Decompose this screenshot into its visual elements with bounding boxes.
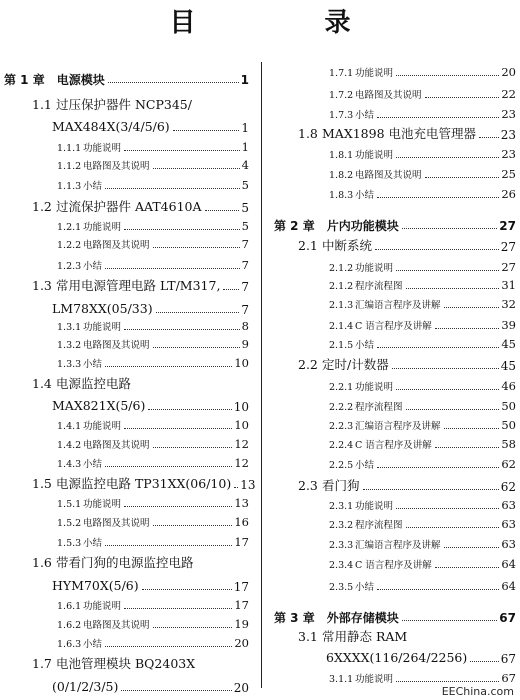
entry-title: C 语言程序及讲解 (355, 440, 432, 451)
toc-entry-chapter[interactable] (274, 612, 516, 624)
toc-entry-sub[interactable] (329, 339, 516, 351)
entry-number: 1.2 (32, 199, 52, 214)
entry-number: 2.3.5 (329, 582, 354, 593)
toc-entry-sub[interactable] (329, 320, 516, 332)
page-number: 27 (501, 260, 516, 274)
page-number: 16 (234, 515, 249, 529)
toc-entry-sub[interactable] (329, 673, 516, 685)
toc-entry-section[interactable] (32, 476, 256, 492)
entry-number: 1.1 (32, 97, 52, 112)
dot-leader (124, 428, 232, 429)
dot-leader (105, 545, 232, 546)
toc-entry-cont[interactable] (52, 303, 249, 316)
entry-number: 1.8.1 (329, 150, 354, 161)
toc-entry-sub[interactable] (329, 189, 516, 201)
toc-entry-sub[interactable] (57, 619, 249, 631)
dot-leader (223, 289, 239, 290)
entry-number: 3.1 (298, 629, 318, 644)
entry-title: 过压保护器件 NCP345/ (56, 97, 192, 112)
page-number: 23 (500, 127, 516, 142)
page-number: 7 (241, 302, 249, 317)
page-number: 26 (501, 187, 516, 201)
page-number: 8 (241, 319, 249, 333)
entry-title: LM78XX(05/33) (52, 301, 153, 316)
toc-entry-section (32, 658, 195, 671)
page-title: 目 录 (169, 8, 411, 38)
page-number: 20 (233, 680, 249, 695)
entry-title: MAX484X(3/4/5/6) (52, 119, 170, 134)
page-number: 63 (501, 537, 516, 551)
page-number: 27 (499, 219, 516, 233)
entry-number: 1.7.3 (329, 110, 354, 121)
dot-leader (406, 527, 500, 528)
entry-title: C 语言程序及讲解 (355, 560, 432, 571)
toc-entry-section (32, 378, 131, 391)
entry-title: 小结 (83, 639, 103, 650)
toc-entry-sub[interactable] (57, 239, 249, 251)
dot-leader (444, 547, 500, 548)
toc-entry-sub[interactable] (329, 109, 516, 121)
toc-entry-cont[interactable] (326, 652, 516, 665)
toc-entry-sub[interactable] (57, 638, 249, 650)
entry-title: 程序流程图 (355, 281, 403, 292)
dot-leader (205, 210, 240, 211)
entry-title: 小结 (355, 110, 375, 121)
entry-title: 功能说明 (355, 150, 394, 161)
entry-title: (0/1/2/3/5) (52, 679, 119, 694)
entry-number: 1.6.1 (57, 601, 82, 612)
toc-entry-sub[interactable] (57, 142, 249, 154)
entry-title: MAX1898 电池充电管理器 (322, 126, 477, 141)
toc-entry-cont[interactable] (52, 121, 249, 134)
toc-entry-section[interactable] (298, 128, 516, 141)
entry-number: 2.3.2 (329, 520, 354, 531)
page-number: 1 (241, 140, 249, 154)
entry-number: 1.5.3 (57, 538, 82, 549)
entry-title: 电路图及其说明 (83, 440, 150, 451)
page-number: 7 (241, 279, 249, 294)
entry-title: HYM70X(5/6) (52, 578, 139, 593)
entry-number: 第 1 章 (4, 73, 45, 87)
toc-entry-sub[interactable] (329, 539, 516, 551)
dot-leader (121, 690, 231, 691)
toc-entry-sub[interactable] (57, 180, 249, 192)
column-divider (261, 62, 262, 688)
entry-number: 1.4.2 (57, 440, 82, 451)
dot-leader (444, 307, 500, 308)
page-number: 64 (501, 557, 516, 571)
toc-entry-section[interactable] (298, 480, 516, 493)
entry-title: 看门狗 (322, 478, 360, 493)
dot-leader (396, 270, 499, 271)
toc-entry-sub[interactable] (57, 498, 249, 510)
entry-title: 小结 (355, 582, 375, 593)
entry-title: 小结 (83, 359, 103, 370)
toc-entry-sub[interactable] (329, 149, 516, 161)
toc-entry-sub[interactable] (57, 260, 249, 272)
dot-leader (124, 329, 240, 330)
page-number: 23 (501, 107, 516, 121)
page-number: 10 (233, 399, 249, 414)
entry-title: 过流保护器件 AAT4610A (56, 199, 202, 214)
page-number: 64 (501, 579, 516, 593)
dot-leader (377, 347, 499, 348)
dot-leader (435, 328, 500, 329)
entry-title: 常用电源管理电路 LT/M317, (56, 278, 221, 293)
entry-title: 电路图及其说明 (83, 340, 150, 351)
entry-title: 功能说明 (83, 421, 122, 432)
dot-leader (153, 525, 233, 526)
toc-entry-sub[interactable] (329, 401, 516, 413)
dot-leader (396, 75, 499, 76)
dot-leader (425, 97, 500, 98)
entry-number: 1.6.2 (57, 620, 82, 631)
toc-entry-sub[interactable] (57, 517, 249, 529)
entry-number: 2.3.1 (329, 501, 354, 512)
dot-leader (124, 229, 240, 230)
entry-number: 2.2.3 (329, 421, 354, 432)
entry-title: 汇编语言程序及讲解 (355, 540, 441, 551)
entry-number: 2.2.4 (329, 440, 354, 451)
dot-leader (153, 627, 233, 628)
page-number: 67 (501, 671, 516, 685)
dot-leader (377, 589, 499, 590)
entry-title: 常用静态 RAM (322, 629, 408, 644)
entry-title: 电源模块 (56, 73, 105, 87)
entry-number: 1.3.1 (57, 322, 82, 333)
toc-entry-sub[interactable] (57, 321, 249, 333)
dot-leader (396, 157, 499, 158)
page-number: 10 (234, 356, 249, 370)
entry-title: 电路图及其说明 (355, 170, 422, 181)
entry-title: 程序流程图 (355, 520, 403, 531)
toc-entry-sub[interactable] (57, 420, 249, 432)
dot-leader (153, 168, 240, 169)
entry-number: 1.8.3 (329, 190, 354, 201)
entry-number: 2.3 (298, 478, 318, 493)
dot-leader (479, 137, 499, 138)
entry-number: 2.1.2 (329, 263, 354, 274)
toc-entry-sub[interactable] (329, 559, 516, 571)
entry-title: 功能说明 (83, 601, 122, 612)
dot-leader (124, 506, 232, 507)
entry-number: 1.1.2 (57, 161, 82, 172)
dot-leader (402, 228, 498, 229)
entry-number: 1.7 (32, 656, 52, 671)
toc-entry-sub[interactable] (57, 221, 249, 233)
page-number: 39 (501, 318, 516, 332)
page-number: 45 (501, 337, 516, 351)
dot-leader (375, 249, 499, 250)
entry-number: 2.1.5 (329, 340, 354, 351)
page-number: 67 (500, 651, 516, 666)
entry-number: 1.6 (32, 555, 52, 570)
entry-title: 小结 (355, 190, 375, 201)
dot-leader (396, 508, 499, 509)
entry-number: 1.5 (32, 476, 52, 491)
entry-title: 小结 (355, 460, 375, 471)
entry-title: C 语言程序及讲解 (355, 321, 432, 332)
entry-number: 2.2.5 (329, 460, 354, 471)
page-number: 13 (234, 496, 249, 510)
entry-title: 功能说明 (355, 68, 394, 79)
entry-title: 电路图及其说明 (83, 518, 150, 529)
entry-title: 小结 (355, 340, 375, 351)
toc-entry-sub[interactable] (329, 67, 516, 79)
entry-title: 电源监控电路 (56, 376, 132, 391)
entry-number: 1.5.1 (57, 499, 82, 510)
page-number: 10 (234, 418, 249, 432)
entry-number: 第 2 章 (274, 219, 315, 233)
toc-entry-cont[interactable] (52, 681, 249, 694)
entry-title: 小结 (83, 459, 103, 470)
entry-number: 1.3 (32, 278, 52, 293)
page-number: 45 (500, 358, 516, 373)
page-number: 20 (234, 636, 249, 650)
entry-title: 功能说明 (355, 382, 394, 393)
page-number: 13 (240, 477, 256, 492)
entry-number: 1.7.2 (329, 90, 354, 101)
toc-entry-section (298, 631, 407, 644)
entry-title: 汇编语言程序及讲解 (355, 300, 441, 311)
page-number: 50 (501, 418, 516, 432)
entry-title: 片内功能模块 (326, 219, 399, 233)
entry-number: 1.2.1 (57, 222, 82, 233)
dot-leader (124, 608, 232, 609)
entry-title: 电路图及其说明 (83, 240, 150, 251)
dot-leader (105, 366, 232, 367)
entry-title: 汇编语言程序及讲解 (355, 421, 441, 432)
entry-title: 功能说明 (355, 501, 394, 512)
dot-leader (142, 589, 232, 590)
dot-leader (105, 646, 232, 647)
entry-title: 程序流程图 (355, 402, 403, 413)
entry-number: 1.4.1 (57, 421, 82, 432)
entry-number: 2.2.2 (329, 402, 354, 413)
toc-entry-cont[interactable] (52, 400, 249, 413)
entry-title: 功能说明 (83, 143, 122, 154)
entry-title: 功能说明 (83, 499, 122, 510)
page-number: 9 (241, 337, 249, 351)
toc-entry-section[interactable] (298, 359, 516, 372)
toc-entry-sub[interactable] (57, 160, 249, 172)
dot-leader (105, 466, 232, 467)
dot-leader (153, 347, 240, 348)
toc-entry-sub[interactable] (57, 439, 249, 451)
page-number: 17 (234, 598, 249, 612)
toc-entry-sub[interactable] (57, 458, 249, 470)
page-number: 63 (501, 517, 516, 531)
dot-leader (444, 428, 500, 429)
toc-entry-sub[interactable] (329, 581, 516, 593)
dot-leader (396, 681, 499, 682)
toc-entry-section[interactable] (32, 280, 249, 293)
entry-number: 1.1.1 (57, 143, 82, 154)
dot-leader (153, 247, 240, 248)
page-number: 31 (501, 278, 516, 292)
dot-leader (173, 130, 240, 131)
toc-entry-chapter[interactable] (274, 220, 516, 232)
page-number: 62 (500, 479, 516, 494)
entry-title: 功能说明 (355, 263, 394, 274)
dot-leader (148, 409, 231, 410)
entry-number: 1.6.3 (57, 639, 82, 650)
watermark: EEChina.com (441, 685, 514, 698)
entry-number: 1.5.2 (57, 518, 82, 529)
dot-leader (425, 177, 500, 178)
entry-title: 6XXXX(116/264/2256) (326, 650, 468, 665)
toc-entry-sub[interactable] (329, 299, 516, 311)
page-number: 62 (501, 457, 516, 471)
dot-leader (396, 389, 499, 390)
toc-entry-section (32, 557, 194, 570)
page-number: 27 (500, 239, 516, 254)
dot-leader (363, 489, 499, 490)
toc-entry-sub[interactable] (329, 381, 516, 393)
dot-leader (124, 150, 240, 151)
entry-title: 电路图及其说明 (355, 90, 422, 101)
entry-number: 1.2.3 (57, 261, 82, 272)
dot-leader (377, 197, 499, 198)
entry-title: 功能说明 (355, 674, 394, 685)
page-number: 32 (501, 297, 516, 311)
toc-entry-sub[interactable] (329, 169, 516, 181)
entry-title: 电路图及其说明 (83, 620, 150, 631)
entry-title: 外部存储模块 (326, 611, 399, 625)
toc-entry-sub[interactable] (329, 519, 516, 531)
page-number: 58 (501, 437, 516, 451)
dot-leader (470, 661, 498, 662)
entry-number: 1.8 (298, 126, 318, 141)
page-number: 25 (501, 167, 516, 181)
page-number: 7 (241, 237, 249, 251)
dot-leader (406, 288, 500, 289)
entry-number: 2.1 (298, 238, 318, 253)
entry-title: 电池管理模块 BQ2403X (56, 656, 196, 671)
dot-leader (435, 567, 500, 568)
page-number: 17 (234, 535, 249, 549)
page-number: 22 (501, 87, 516, 101)
dot-leader (108, 82, 239, 83)
page-number: 63 (501, 498, 516, 512)
entry-number: 1.7.1 (329, 68, 354, 79)
toc-entry-sub[interactable] (329, 459, 516, 471)
entry-title: 小结 (83, 538, 103, 549)
entry-number: 1.8.2 (329, 170, 354, 181)
dot-leader (377, 117, 499, 118)
toc-entry-sub[interactable] (329, 420, 516, 432)
page-number: 1 (240, 73, 249, 87)
toc-entry-sub[interactable] (57, 600, 249, 612)
entry-title: 中断系统 (322, 238, 373, 253)
page-number: 67 (499, 611, 516, 625)
toc-entry-section[interactable] (298, 240, 516, 253)
page-number: 4 (241, 158, 249, 172)
page-number: 5 (241, 219, 249, 233)
dot-leader (105, 268, 240, 269)
entry-title: MAX821X(5/6) (52, 398, 146, 413)
entry-number: 2.2 (298, 357, 318, 372)
toc-entry-cont[interactable] (52, 580, 249, 593)
dot-leader (105, 188, 240, 189)
page-number: 20 (501, 65, 516, 79)
toc-entry-section (32, 99, 192, 112)
dot-leader (406, 409, 500, 410)
toc-entry-sub[interactable] (57, 537, 249, 549)
entry-title: 小结 (83, 181, 103, 192)
toc-entry-sub[interactable] (329, 89, 516, 101)
dot-leader (377, 467, 499, 468)
toc-entry-chapter[interactable] (4, 74, 249, 86)
entry-number: 3.1.1 (329, 674, 354, 685)
dot-leader (156, 312, 240, 313)
page-number: 19 (234, 617, 249, 631)
entry-title: 小结 (83, 261, 103, 272)
page-number: 50 (501, 399, 516, 413)
entry-number: 2.3.3 (329, 540, 354, 551)
entry-number: 2.2.1 (329, 382, 354, 393)
toc-entry-sub[interactable] (57, 339, 249, 351)
toc-entry-sub[interactable] (329, 280, 516, 292)
toc-entry-sub[interactable] (329, 262, 516, 274)
toc-entry-sub[interactable] (329, 500, 516, 512)
page-number: 5 (241, 178, 249, 192)
page-number: 12 (234, 456, 249, 470)
entry-number: 1.3.2 (57, 340, 82, 351)
page-number: 17 (233, 579, 249, 594)
dot-leader (153, 447, 233, 448)
page-number: 23 (501, 147, 516, 161)
entry-number: 2.1.2 (329, 281, 354, 292)
dot-leader (234, 487, 238, 488)
entry-title: 电源监控电路 TP31XX(06/10) (56, 476, 232, 491)
dot-leader (402, 620, 498, 621)
dot-leader (435, 447, 500, 448)
entry-number: 1.2.2 (57, 240, 82, 251)
page-number: 46 (501, 379, 516, 393)
entry-number: 2.3.4 (329, 560, 354, 571)
entry-number: 2.1.3 (329, 300, 354, 311)
dot-leader (392, 368, 499, 369)
entry-number: 1.4.3 (57, 459, 82, 470)
entry-title: 功能说明 (83, 322, 122, 333)
entry-number: 2.1.4 (329, 321, 354, 332)
entry-number: 1.1.3 (57, 181, 82, 192)
entry-number: 第 3 章 (274, 611, 315, 625)
page-number: 5 (241, 200, 249, 215)
toc-entry-sub[interactable] (57, 358, 249, 370)
toc-entry-sub[interactable] (329, 439, 516, 451)
entry-number: 1.4 (32, 376, 52, 391)
toc-entry-section[interactable] (32, 201, 249, 214)
entry-title: 电路图及其说明 (83, 161, 150, 172)
entry-title: 定时/计数器 (322, 357, 389, 372)
entry-number: 1.3.3 (57, 359, 82, 370)
entry-title: 带看门狗的电源监控电路 (56, 555, 194, 570)
page-number: 7 (241, 258, 249, 272)
entry-title: 功能说明 (83, 222, 122, 233)
page-number: 1 (241, 120, 249, 135)
page-number: 12 (234, 437, 249, 451)
